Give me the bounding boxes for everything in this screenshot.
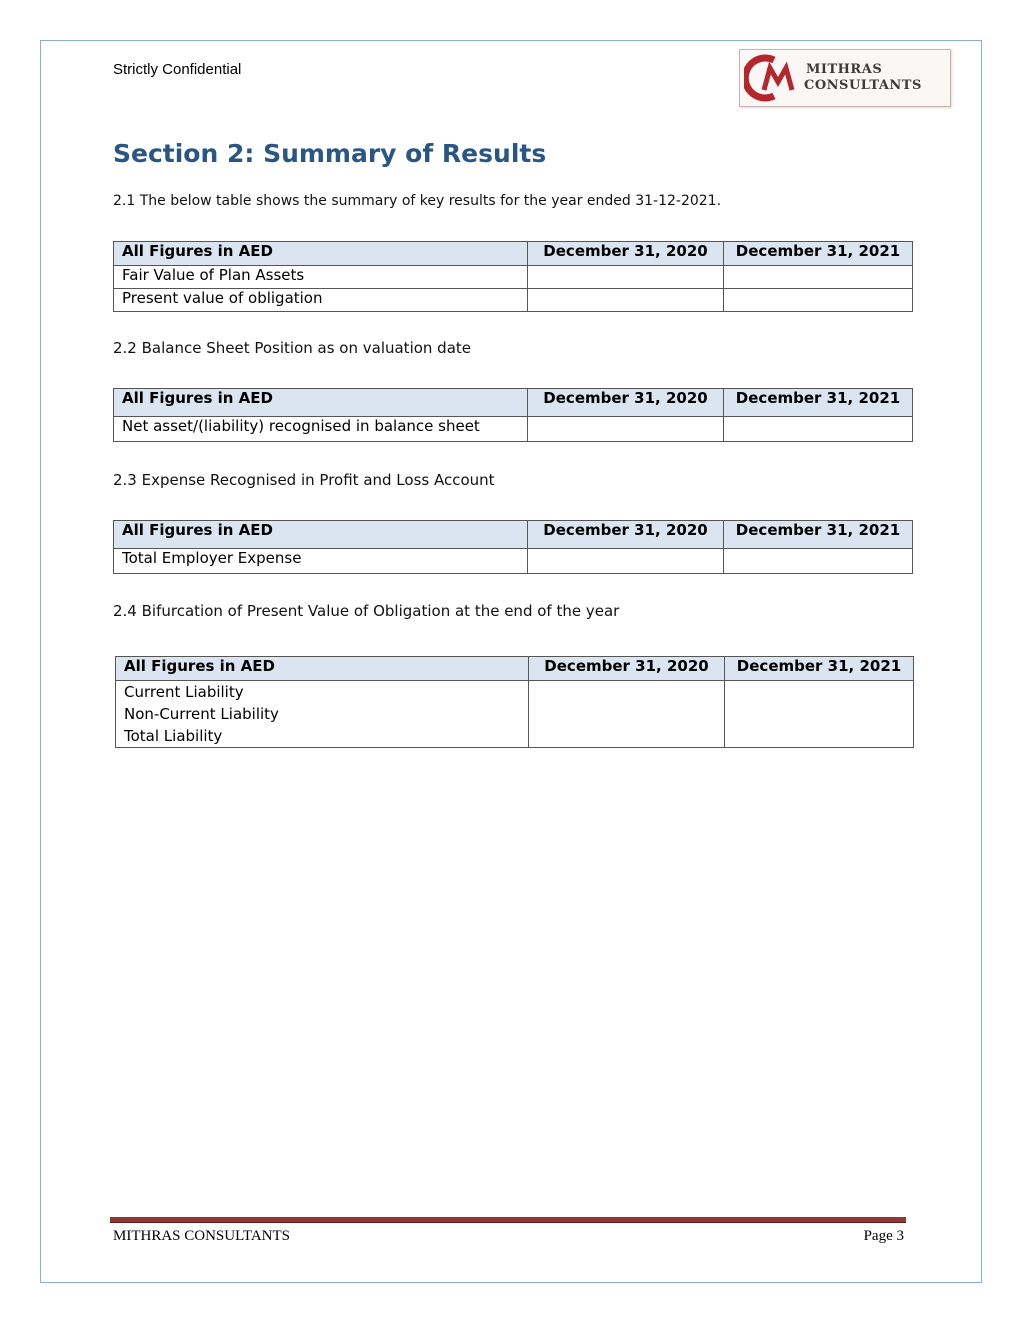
table-cell: [725, 681, 914, 748]
table-row: [114, 289, 913, 312]
table-header-cell: December 31, 2021: [725, 657, 914, 681]
table-cell: [528, 289, 724, 312]
row-label-current-liability: Current Liability: [124, 683, 244, 701]
table-header-cell: All Figures in AED: [114, 242, 528, 266]
intro-paragraph: 2.1 The below table shows the summary of key results for the year ended 31-12-2021.: [113, 193, 722, 209]
table-header-cell: December 31, 2021: [724, 242, 913, 266]
table-cell: [724, 266, 913, 289]
section-title: Section 2: Summary of Results: [113, 139, 547, 168]
table-cell: [529, 681, 725, 748]
table-cell: Total Employer Expense: [114, 549, 528, 574]
footer-page-number: Page 3: [863, 1228, 904, 1244]
subsection-heading-2-2: 2.2 Balance Sheet Position as on valuation date: [113, 339, 472, 357]
subsection-heading-2-4: 2.4 Bifurcation of Present Value of Obligation at the end of the year: [113, 602, 620, 620]
confidential-note: Strictly Confidential: [113, 61, 242, 78]
results-table-4: [115, 656, 914, 748]
table-row: [114, 549, 913, 574]
footer-rule: [110, 1217, 906, 1223]
table-cell: Fair Value of Plan Assets: [114, 266, 528, 289]
logo-line1: MITHRAS: [806, 62, 883, 77]
row-label-total-liability: Total Liability: [124, 727, 223, 745]
table-header-cell: December 31, 2021: [724, 521, 913, 549]
logo-line2: CONSULTANTS: [804, 78, 922, 93]
table-cell: [724, 549, 913, 574]
table-header-row: [116, 657, 914, 681]
table-header-cell: December 31, 2020: [528, 242, 724, 266]
company-logo: [739, 49, 951, 107]
table-cell: Present value of obligation: [114, 289, 528, 312]
results-table-1: [113, 241, 913, 312]
row-label-non-current-liability: Non-Current Liability: [124, 705, 279, 723]
logo-mark-icon: [744, 54, 802, 102]
table-header-cell: All Figures in AED: [114, 521, 528, 549]
table-cell: Net asset/(liability) recognised in balance sheet: [114, 417, 528, 442]
table-cell-labels: [116, 681, 529, 748]
table-header-cell: December 31, 2020: [529, 657, 725, 681]
table-cell: [528, 417, 724, 442]
table-header-row: [114, 389, 913, 417]
table-header-cell: All Figures in AED: [116, 657, 529, 681]
table-header-row: [114, 242, 913, 266]
footer-company-name: MITHRAS CONSULTANTS: [113, 1228, 291, 1244]
table-cell: [528, 549, 724, 574]
table-header-cell: December 31, 2021: [724, 389, 913, 417]
table-header-cell: December 31, 2020: [528, 521, 724, 549]
table-row: [114, 417, 913, 442]
subsection-heading-2-3: 2.3 Expense Recognised in Profit and Loss Account: [113, 471, 495, 489]
table-row: [114, 266, 913, 289]
table-header-row: [114, 521, 913, 549]
results-table-2: [113, 388, 913, 442]
table-header-cell: December 31, 2020: [528, 389, 724, 417]
table-header-cell: All Figures in AED: [114, 389, 528, 417]
results-table-3: [113, 520, 913, 574]
table-row: [116, 681, 914, 748]
table-cell: [528, 266, 724, 289]
table-cell: [724, 417, 913, 442]
table-cell: [724, 289, 913, 312]
